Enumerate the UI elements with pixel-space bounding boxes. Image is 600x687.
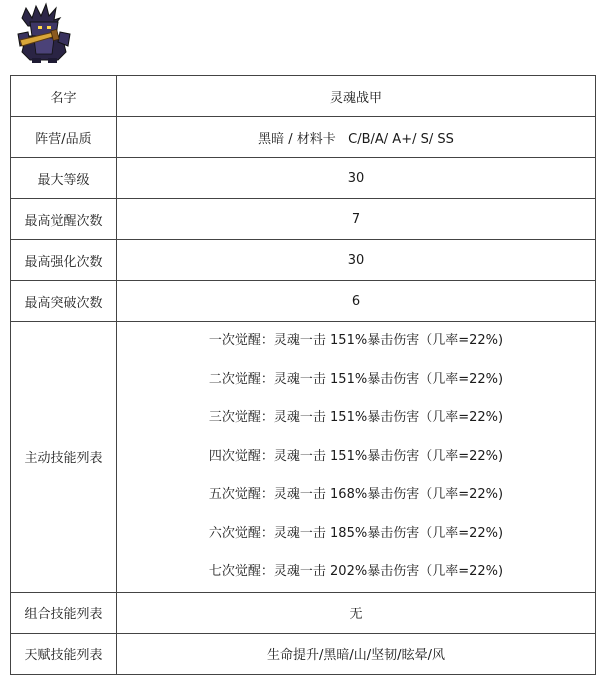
skill-line: 七次觉醒：灵魂一击 202%暴击伤害（几率=22%) bbox=[208, 564, 504, 579]
skill-line: 一次觉醒：灵魂一击 151%暴击伤害（几率=22%) bbox=[208, 333, 504, 348]
table-row bbox=[11, 322, 596, 593]
skill-line: 二次觉醒：灵魂一击 151%暴击伤害（几率=22%) bbox=[208, 371, 504, 387]
table-row bbox=[11, 158, 596, 199]
table-row bbox=[11, 76, 596, 117]
max-breakthrough-value: 6 bbox=[117, 281, 596, 322]
active-skills-cell bbox=[117, 322, 596, 593]
max-breakthrough-label: 最高突破次数 bbox=[11, 281, 117, 322]
name-value: 灵魂战甲 bbox=[117, 76, 596, 117]
skill-line: 五次觉醒：灵魂一击 168%暴击伤害（几率=22%) bbox=[208, 487, 504, 502]
talent-skills-label: 天赋技能列表 bbox=[11, 633, 117, 674]
name-label: 名字 bbox=[11, 76, 117, 117]
armor-character-icon bbox=[14, 2, 74, 64]
skill-line: 四次觉醒：灵魂一击 151%暴击伤害（几率=22%) bbox=[208, 448, 504, 464]
table-row bbox=[11, 199, 596, 240]
card-info-table bbox=[10, 75, 596, 675]
faction-quality-value: 黑暗 / 材料卡 C/B/A/ A+/ S/ SS bbox=[117, 117, 596, 158]
active-skills-label: 主动技能列表 bbox=[11, 322, 117, 593]
max-awaken-value: 7 bbox=[117, 199, 596, 240]
character-avatar bbox=[14, 2, 74, 64]
faction-quality-label: 阵营/品质 bbox=[11, 117, 117, 158]
table-row bbox=[11, 592, 596, 633]
talent-skills-value: 生命提升/黑暗/山/坚韧/眩晕/风 bbox=[117, 633, 596, 674]
max-enhance-label: 最高强化次数 bbox=[11, 240, 117, 281]
skill-line: 三次觉醒：灵魂一击 151%暴击伤害（几率=22%) bbox=[208, 410, 504, 425]
combo-skills-value: 无 bbox=[117, 592, 596, 633]
max-awaken-label: 最高觉醒次数 bbox=[11, 199, 117, 240]
table-row bbox=[11, 240, 596, 281]
max-level-value: 30 bbox=[117, 158, 596, 199]
max-enhance-value: 30 bbox=[117, 240, 596, 281]
max-level-label: 最大等级 bbox=[11, 158, 117, 199]
active-skills-list bbox=[117, 322, 595, 592]
table-row bbox=[11, 633, 596, 674]
table-row bbox=[11, 117, 596, 158]
table-row bbox=[11, 281, 596, 322]
skill-line: 六次觉醒：灵魂一击 185%暴击伤害（几率=22%) bbox=[208, 525, 504, 541]
combo-skills-label: 组合技能列表 bbox=[11, 592, 117, 633]
